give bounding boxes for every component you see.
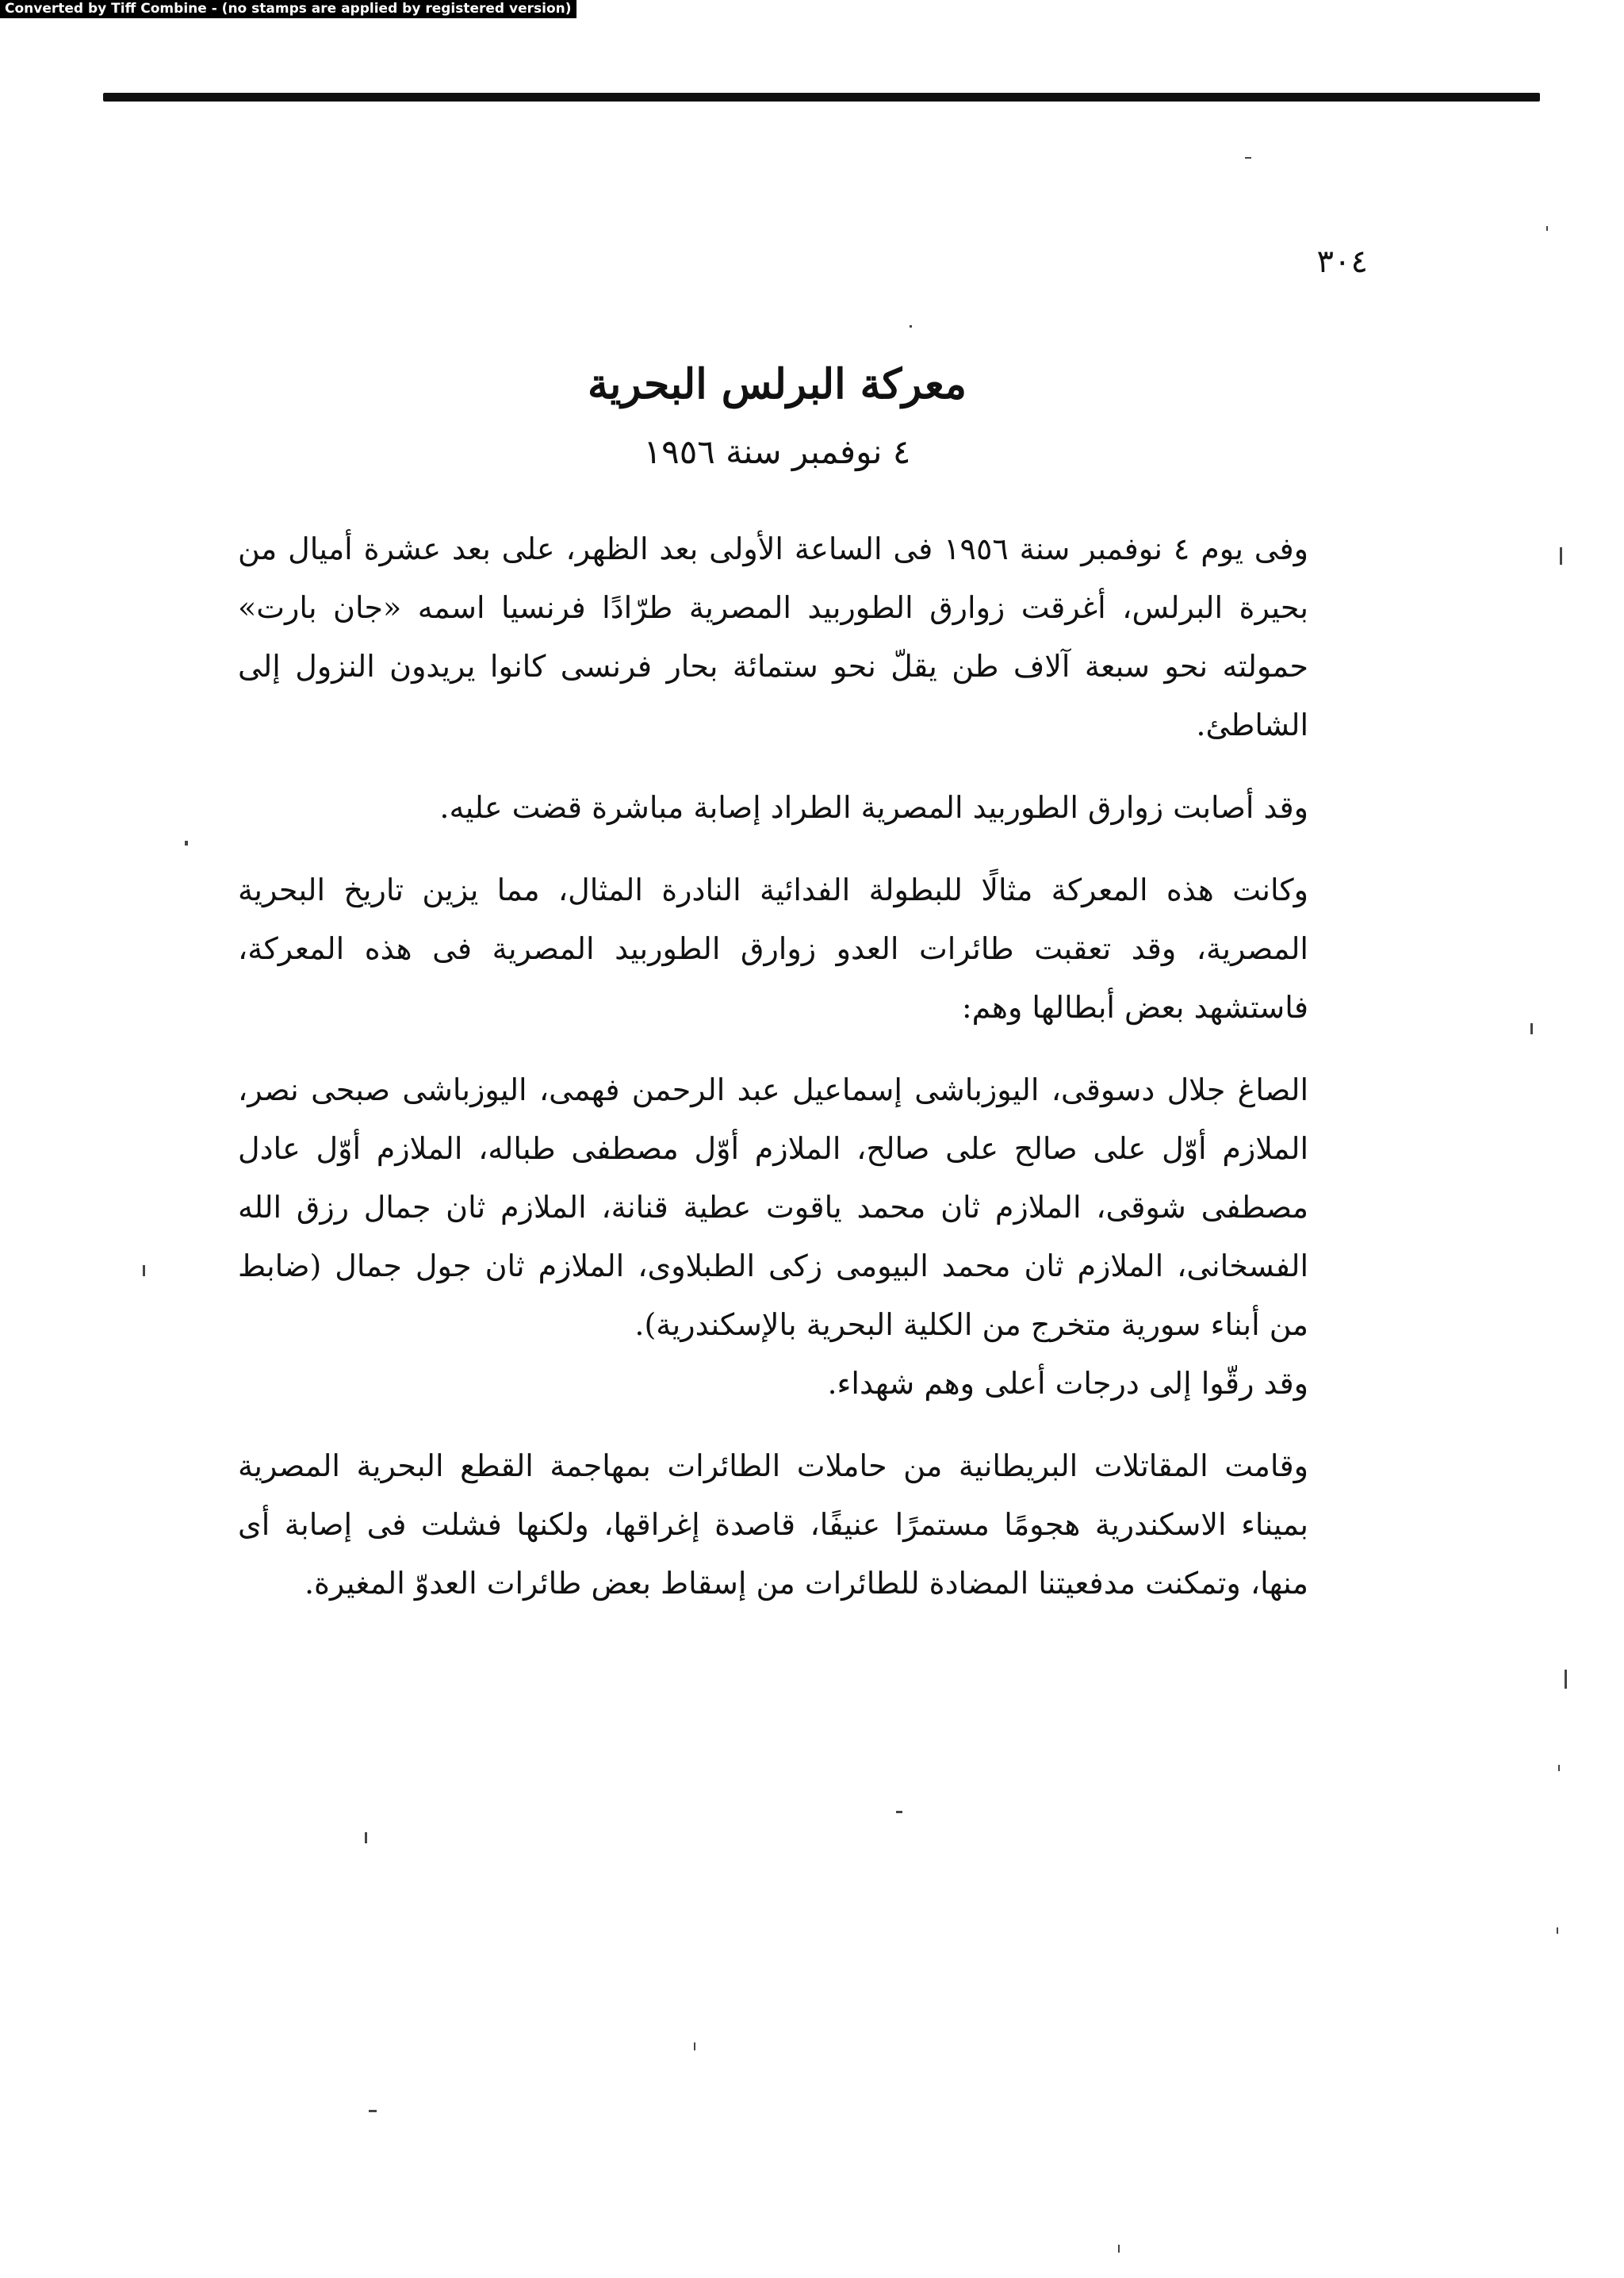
paragraph-air-attack: وقامت المقاتلات البريطانية من حاملات الطائرات بمهاجمة القطع البحرية المصرية بميناء الاسكندرية هجومًا مستمرًا عنيفًا، قاصدة إغراقها، ولكنها فشلت فى إصابة أى منها، وتمكنت مدفعيتنا المضادة للطائرات من إسقاط بعض طائرات العدوّ المغيرة. xyxy=(238,1448,1308,1601)
scan-speck xyxy=(143,1265,145,1276)
conversion-notice-banner: Converted by Tiff Combine - (no stamps are applied by registered version) xyxy=(0,0,576,18)
page-number: ٣٠٤ xyxy=(1316,244,1368,280)
scan-speck xyxy=(365,1832,367,1843)
top-rule xyxy=(103,93,1540,102)
scan-speck xyxy=(1546,226,1548,231)
paragraph-opening: وفى يوم ٤ نوفمبر سنة ١٩٥٦ فى الساعة الأولى بعد الظهر، على بعد عشرة أميال من بحيرة البرلس، أغرقت زوارق الطوربيد المصرية طرّادًا فرنسيا اسمه «جان بارت» حمولته نحو سبعة آلاف طن يقلّ نحو ستمائة بحار فرنسى كانوا يريدون النزول إلى الشاطئ. xyxy=(238,531,1308,742)
article-body xyxy=(238,520,1308,1636)
page-subtitle-date: ٤ نوفمبر سنة ١٩٥٦ xyxy=(643,432,911,471)
scan-speck xyxy=(1558,1765,1560,1771)
paragraph-martyrs-list: الصاغ جلال دسوقى، اليوزباشى إسماعيل عبد الرحمن فهمى، اليوزباشى صبحى نصر، الملازم أوّل على صالح على صالح، الملازم أوّل مصطفى طباله، الملازم أوّل عادل مصطفى شوقى، الملازم ثان محمد ياقوت عطية قنانة، الملازم ثان جمال رزق الله الفسخانى، الملازم ثان محمد البيومى زكى الطبلاوى، الملازم ثان جول جمال (ضابط من أبناء سورية متخرج من الكلية البحرية بالإسكندرية). xyxy=(238,1072,1308,1342)
paragraph-hit: وقد أصابت زوارق الطوربيد المصرية الطراد إصابة مباشرة قضت عليه. xyxy=(439,790,1308,825)
paragraph-heroism: وكانت هذه المعركة مثالًا للبطولة الفدائية النادرة المثال، مما يزين تاريخ البحرية المصرية، وقد تعقبت طائرات العدو زوارق الطوربيد المصرية فى هذه المعركة، فاستشهد بعض أبطالها وهم: xyxy=(238,872,1308,1025)
page-title: معركة البرلس البحرية xyxy=(588,360,967,408)
scan-speck xyxy=(910,325,912,328)
scan-speck xyxy=(1560,547,1562,565)
scan-speck xyxy=(1530,1023,1533,1034)
scan-speck xyxy=(1118,2245,1120,2253)
scan-speck xyxy=(1565,1670,1567,1689)
scan-speck xyxy=(694,2042,695,2050)
scan-speck xyxy=(896,1811,902,1813)
scan-speck xyxy=(1245,157,1251,159)
scan-speck xyxy=(369,2110,377,2112)
scan-speck xyxy=(185,841,188,846)
scan-speck xyxy=(1557,1927,1558,1934)
paragraph-promotion: وقد رقّوا إلى درجات أعلى وهم شهداء. xyxy=(827,1366,1308,1401)
